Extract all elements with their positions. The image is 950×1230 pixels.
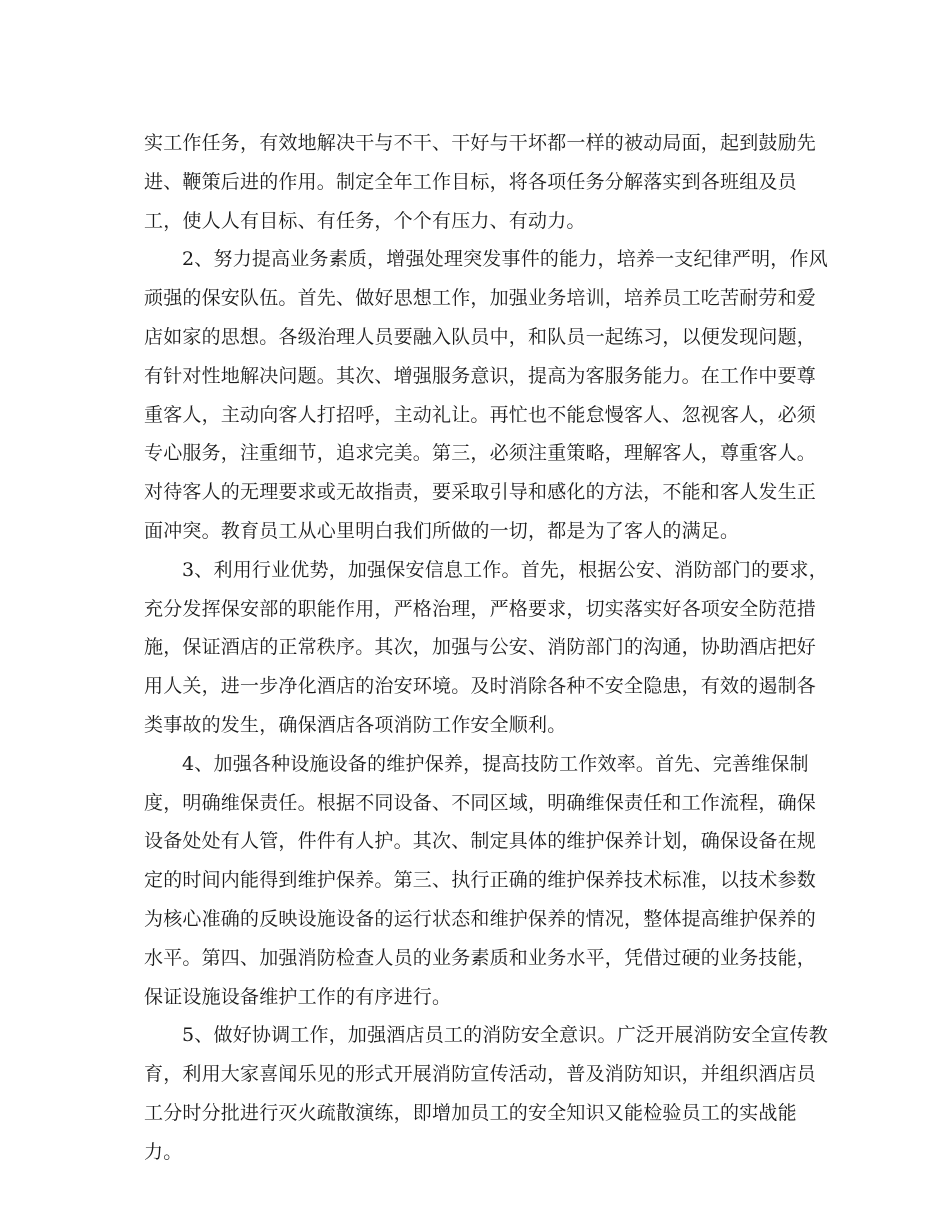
text-line: 对待客人的无理要求或无故指责，要采取引导和感化的方法，不能和客人发生正 [144, 481, 817, 504]
paragraph-start-5: 5、做好协调工作，加强酒店员工的消防安全意识。广泛开展消防安全宣传教 [182, 1024, 828, 1047]
text-line: 工，使人人有目标、有任务，个个有压力、有动力。 [144, 209, 586, 232]
text-line: 力。 [144, 1140, 183, 1163]
text-line: 施，保证酒店的正常秩序。其次，加强与公安、消防部门的沟通，协助酒店把好 [144, 636, 817, 659]
paragraph-start-3: 3、利用行业优势，加强保安信息工作。首先，根据公安、消防部门的要求， [182, 558, 828, 581]
text-line: 顽强的保安队伍。首先、做好思想工作，加强业务培训，培养员工吃苦耐劳和爱 [144, 287, 817, 310]
text-line: 进、鞭策后进的作用。制定全年工作目标，将各项任务分解落实到各班组及员 [144, 170, 797, 193]
text-line: 度，明确维保责任。根据不同设备、不同区域，明确维保责任和工作流程，确保 [144, 791, 817, 814]
text-line: 用人关，进一步净化酒店的治安环境。及时消除各种不安全隐患，有效的遏制各 [144, 675, 817, 698]
text-line: 类事故的发生，确保酒店各项消防工作安全顺利。 [144, 713, 567, 736]
paragraph-start-2: 2、努力提高业务素质，增强处理突发事件的能力，培养一支纪律严明，作风 [182, 248, 828, 271]
text-line: 工分时分批进行灭火疏散演练，即增加员工的安全知识又能检验员工的实战能 [144, 1101, 797, 1124]
document-body [144, 124, 834, 1172]
text-line: 水平。第四、加强消防检查人员的业务素质和业务水平，凭借过硬的业务技能， [144, 946, 817, 969]
text-line: 面冲突。教育员工从心里明白我们所做的一切，都是为了客人的满足。 [144, 519, 740, 542]
text-line: 育，利用大家喜闻乐见的形式开展消防宣传活动，普及消防知识，并组织酒店员 [144, 1063, 817, 1086]
text-line: 实工作任务，有效地解决干与不干、干好与干坏都一样的被动局面，起到鼓励先 [144, 132, 817, 154]
text-line: 重客人，主动向客人打招呼，主动礼让。再忙也不能怠慢客人、忽视客人，必须 [144, 403, 817, 426]
text-line: 有针对性地解决问题。其次、增强服务意识，提高为客服务能力。在工作中要尊 [144, 364, 817, 387]
text-line: 店如家的思想。各级治理人员要融入队员中，和队员一起练习，以便发现问题， [144, 325, 817, 348]
text-line: 专心服务，注重细节，追求完美。第三，必须注重策略，理解客人，尊重客人。 [144, 442, 817, 465]
paragraph-start-4: 4、加强各种设施设备的维护保养，提高技防工作效率。首先、完善维保制 [182, 752, 809, 775]
text-line: 保证设施设备维护工作的有序进行。 [144, 985, 452, 1008]
text-line: 为核心准确的反映设施设备的运行状态和维护保养的情况，整体提高维护保养的 [144, 907, 817, 930]
text-line: 充分发挥保安部的职能作用，严格治理，严格要求，切实落实好各项安全防范措 [144, 597, 817, 620]
text-line: 定的时间内能得到维护保养。第三、执行正确的维护保养技术标准，以技术参数 [144, 869, 817, 892]
text-line: 设备处处有人管，件件有人护。其次、制定具体的维护保养计划，确保设备在规 [144, 830, 817, 853]
